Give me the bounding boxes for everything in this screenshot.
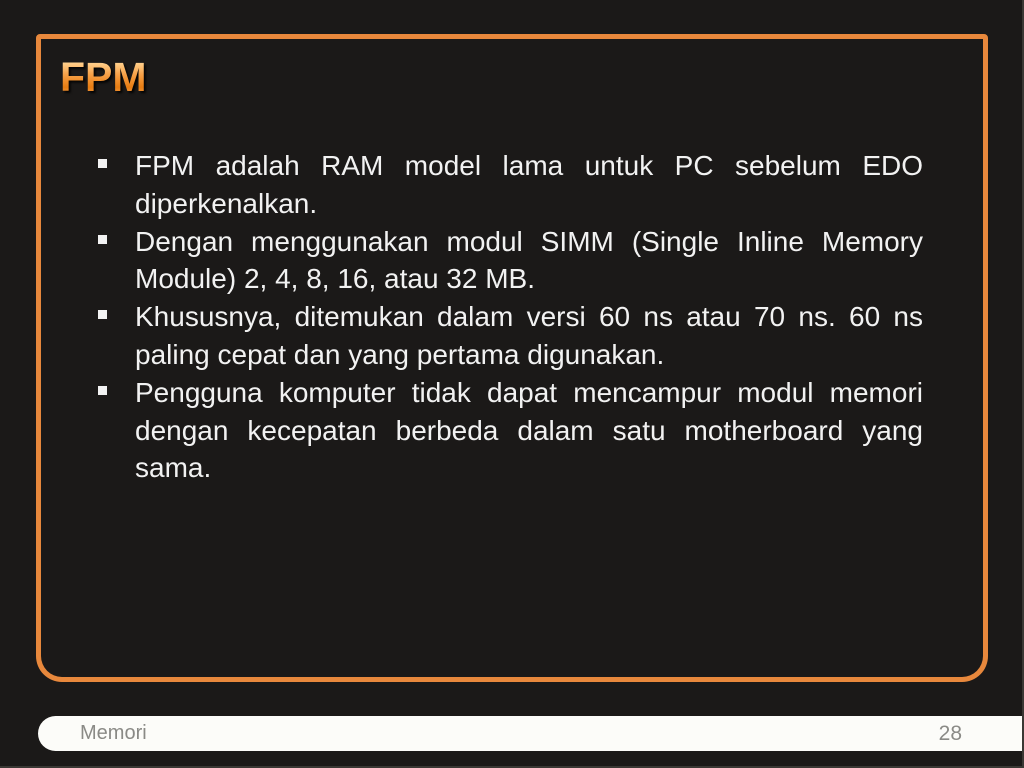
bullet-text: FPM adalah RAM model lama untuk PC sebelum EDO diperkenalkan. (135, 150, 923, 219)
list-item (97, 298, 923, 374)
list-item (97, 147, 923, 223)
bullet-square-icon (98, 386, 107, 395)
bullet-text: Dengan menggunakan modul SIMM (Single Inline Memory Module) 2, 4, 8, 16, atau 32 MB. (135, 225, 923, 295)
footer-bar (38, 716, 1022, 751)
list-item (97, 223, 923, 299)
list-item (97, 374, 923, 487)
bullet-square-icon (98, 310, 107, 319)
footer-section-label: Memori (80, 722, 147, 744)
bullet-text: Khususnya, ditemukan dalam versi 60 ns atau 70 ns. 60 ns paling cepat dan yang pertama digunakan. (135, 301, 923, 370)
bullet-square-icon (98, 159, 107, 168)
footer-page-number: 28 (938, 721, 962, 745)
page-title: FPM (60, 54, 147, 100)
bullet-text: Pengguna komputer tidak dapat mencampur modul memori dengan kecepatan berbeda dalam satu motherboard yang sama. (135, 376, 923, 484)
bullet-list (97, 147, 923, 487)
bullet-square-icon (98, 235, 107, 244)
